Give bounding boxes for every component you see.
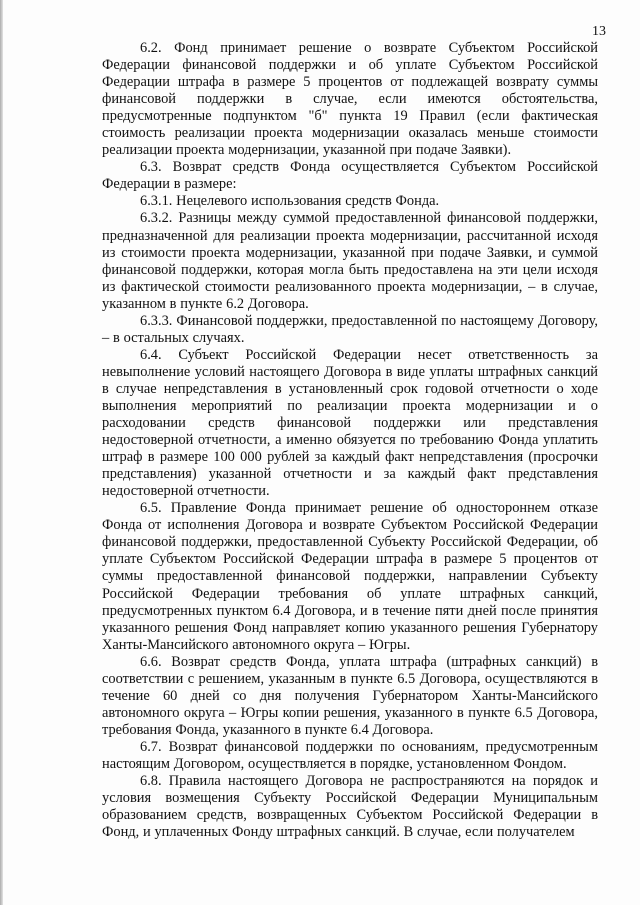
paragraph-6-3-2: 6.3.2. Разницы между суммой предоставленной финансовой поддержки, предназначенной для реализации проекта модернизации, рассчитанной исходя из стоимости проекта модернизации, указанной при подаче Заявки, и суммой финансовой поддержки, которая могла быть предоставлена на эти цели исходя из фактической стоимости реализованного проекта модернизации, – в случае, указанном в пункте 6.2 Договора. [102,210,598,312]
paragraph-6-3: 6.3. Возврат средств Фонда осуществляется Субъектом Российской Федерации в размере: [102,159,598,193]
paragraph-6-6: 6.6. Возврат средств Фонда, уплата штрафа (штрафных санкций) в соответствии с решением, указанным в пункте 6.5 Договора, осуществляются в течение 60 дней со дня получения Губернатором Ханты-Мансийского автономного округа – Югры копии решения, указанного в пункте 6.5 Договора, требования Фонда, указанного в пункте 6.4 Договора. [102,653,598,738]
paragraph-6-7: 6.7. Возврат финансовой поддержки по основаниям, предусмотренным настоящим Договором, осуществляется в порядке, установленном Фондом. [102,738,598,772]
paragraph-6-2: 6.2. Фонд принимает решение о возврате Субъектом Российской Федерации финансовой поддержки и об уплате Субъектом Российской Федерации штрафа в размере 5 процентов от подлежащей возврату суммы финансовой поддержки в случае, если имеются обстоятельства, предусмотренные подпунктом "б" пункта 19 Правил (если фактическая стоимость реализации проекта модернизации оказалась меньше стоимости реализации проекта модернизации, указанной при подаче Заявки). [102,40,598,159]
paragraph-6-5: 6.5. Правление Фонда принимает решение об одностороннем отказе Фонда от исполнения Договора и возврате Субъектом Российской Федерации финансовой поддержки, предоставленной Субъекту Российской Федерации, об уплате Субъектом Российской Федерации штрафа в размере 5 процентов от суммы предоставленной финансовой поддержки, направлении Субъекту Российской Федерации требования об уплате штрафных санкций, предусмотренных пунктом 6.4 Договора, и в течение пяти дней после принятия указанного решения Фонд направляет копию указанного решения Губернатору Ханты-Мансийского автономного округа – Югры. [102,500,598,653]
document-body [102,40,598,841]
paragraph-6-3-1: 6.3.1. Нецелевого использования средств Фонда. [140,193,440,210]
paragraph-6-3-3: 6.3.3. Финансовой поддержки, предоставленной по настоящему Договору, – в остальных случаях. [102,312,598,346]
paragraph-6-8: 6.8. Правила настоящего Договора не распространяются на порядок и условия возмещения Субъекту Российской Федерации Муниципальным образованием средств, возвращенных Субъектом Российской Федерации в Фонд, и уплаченных Фонду штрафных санкций. В случае, если получателем [102,773,598,841]
page-number: 13 [592,24,606,39]
paragraph-6-4: 6.4. Субъект Российской Федерации несет ответственность за невыполнение условий настоящего Договора в виде уплаты штрафных санкций в случае непредставления в установленный срок годовой отчетности о ходе выполнения мероприятий по реализации проекта модернизации и о расходовании средств финансовой поддержки или представления недостоверной отчетности, а именно обязуется по требованию Фонда уплатить штраф в размере 100 000 рублей за каждый факт непредставления (просрочки представления) указанной отчетности и за каждый факт представления недостоверной отчетности. [102,346,598,500]
scan-edge-shadow [0,0,3,905]
